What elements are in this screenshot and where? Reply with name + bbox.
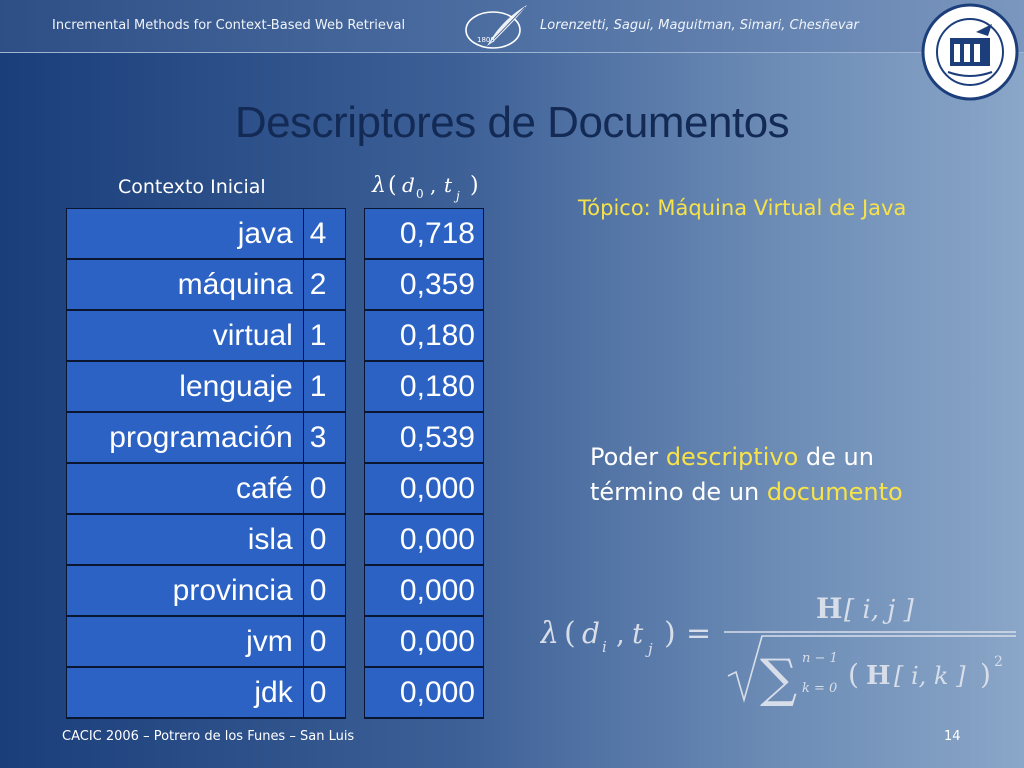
table-row <box>365 209 484 260</box>
svg-text:,: , <box>430 173 437 197</box>
table-row <box>67 361 346 412</box>
count-cell: 0 <box>303 565 345 616</box>
table-row <box>365 514 484 565</box>
svg-text:j: j <box>456 189 460 203</box>
quill-logo-year: 1808 <box>477 36 495 44</box>
svg-text:[ i, j ]: [ i, j ] <box>844 595 914 625</box>
svg-text:=: = <box>686 616 712 651</box>
lambda-symbol: λ <box>372 173 386 198</box>
count-cell: 0 <box>303 463 345 514</box>
header-authors: Lorenzetti, Sagui, Maguitman, Simari, Chesñevar <box>540 18 859 33</box>
svg-text:H: H <box>816 592 843 625</box>
svg-text:d: d <box>402 173 415 197</box>
table-row <box>67 209 346 260</box>
table-row <box>365 412 484 463</box>
table-row <box>365 259 484 310</box>
descriptive-power-text <box>590 440 990 510</box>
table-row <box>67 667 346 718</box>
term-cell: café <box>67 463 304 514</box>
table-row <box>365 361 484 412</box>
lambda-cell: 0,539 <box>365 412 484 463</box>
table-row <box>67 463 346 514</box>
svg-text:t: t <box>632 617 644 650</box>
lambda-values-table <box>364 208 484 719</box>
documento-highlight: documento <box>766 478 903 506</box>
header-bar <box>0 0 1024 53</box>
svg-text:∑: ∑ <box>760 649 798 708</box>
table-row <box>67 412 346 463</box>
table-row <box>67 565 346 616</box>
count-cell: 4 <box>303 209 345 260</box>
poder-word: Poder <box>590 443 659 471</box>
svg-text:0: 0 <box>416 187 424 201</box>
termino-de-un: término de un <box>590 478 760 506</box>
lambda-cell: 0,180 <box>365 310 484 361</box>
svg-text:j: j <box>648 640 653 658</box>
svg-text:,: , <box>616 617 625 650</box>
table-row <box>365 667 484 718</box>
svg-text:[ i, k ]: [ i, k ] <box>894 662 966 690</box>
lambda-column-header <box>366 168 496 208</box>
count-cell: 0 <box>303 667 345 718</box>
table-row <box>365 565 484 616</box>
term-cell: máquina <box>67 259 304 310</box>
term-cell: provincia <box>67 565 304 616</box>
count-cell: 2 <box>303 259 345 310</box>
svg-text:d: d <box>582 617 600 650</box>
count-cell: 3 <box>303 412 345 463</box>
count-cell: 0 <box>303 514 345 565</box>
table-row <box>365 463 484 514</box>
page-number: 14 <box>944 729 961 744</box>
lambda-cell: 0,000 <box>365 667 484 718</box>
quill-logo-icon <box>463 2 531 50</box>
svg-text:λ: λ <box>540 616 560 651</box>
svg-text:n − 1: n − 1 <box>802 651 838 666</box>
term-cell: java <box>67 209 304 260</box>
term-cell: jdk <box>67 667 304 718</box>
lambda-cell: 0,000 <box>365 565 484 616</box>
table-row <box>67 616 346 667</box>
descriptivo-highlight: descriptivo <box>665 443 799 471</box>
poder-de-un: de un <box>805 443 874 471</box>
lambda-formula <box>540 588 1020 708</box>
term-cell: jvm <box>67 616 304 667</box>
svg-text:k = 0: k = 0 <box>802 681 838 696</box>
table-row <box>365 616 484 667</box>
topic-label: Tópico: Máquina Virtual de Java <box>578 196 907 220</box>
footer-conference: CACIC 2006 – Potrero de los Funes – San Luis <box>62 729 355 744</box>
lambda-cell: 0,000 <box>365 463 484 514</box>
count-cell: 1 <box>303 310 345 361</box>
svg-text:2: 2 <box>994 654 1003 670</box>
lambda-cell: 0,718 <box>365 209 484 260</box>
term-cell: programación <box>67 412 304 463</box>
svg-text:(: ( <box>564 616 576 651</box>
context-label: Contexto Inicial <box>118 176 266 198</box>
header-paper-title: Incremental Methods for Context-Based Web Retrieval <box>52 18 406 33</box>
term-cell: virtual <box>67 310 304 361</box>
table-row <box>67 259 346 310</box>
svg-text:H: H <box>866 661 891 691</box>
svg-text:(: ( <box>848 658 859 691</box>
lambda-cell: 0,000 <box>365 514 484 565</box>
lambda-cell: 0,180 <box>365 361 484 412</box>
count-cell: 0 <box>303 616 345 667</box>
table-row <box>67 310 346 361</box>
table-row <box>67 514 346 565</box>
lambda-cell: 0,000 <box>365 616 484 667</box>
svg-text:(: ( <box>388 173 397 198</box>
table-row <box>365 310 484 361</box>
svg-text:): ) <box>470 173 479 198</box>
svg-text:t: t <box>444 173 453 197</box>
lambda-cell: 0,359 <box>365 259 484 310</box>
term-count-table <box>66 208 346 719</box>
svg-text:): ) <box>664 616 676 651</box>
svg-text:): ) <box>980 658 991 691</box>
term-cell: lenguaje <box>67 361 304 412</box>
count-cell: 1 <box>303 361 345 412</box>
svg-text:i: i <box>602 638 607 656</box>
slide-title: Descriptores de Documentos <box>234 98 790 147</box>
term-cell: isla <box>67 514 304 565</box>
university-seal-icon <box>918 2 1022 102</box>
